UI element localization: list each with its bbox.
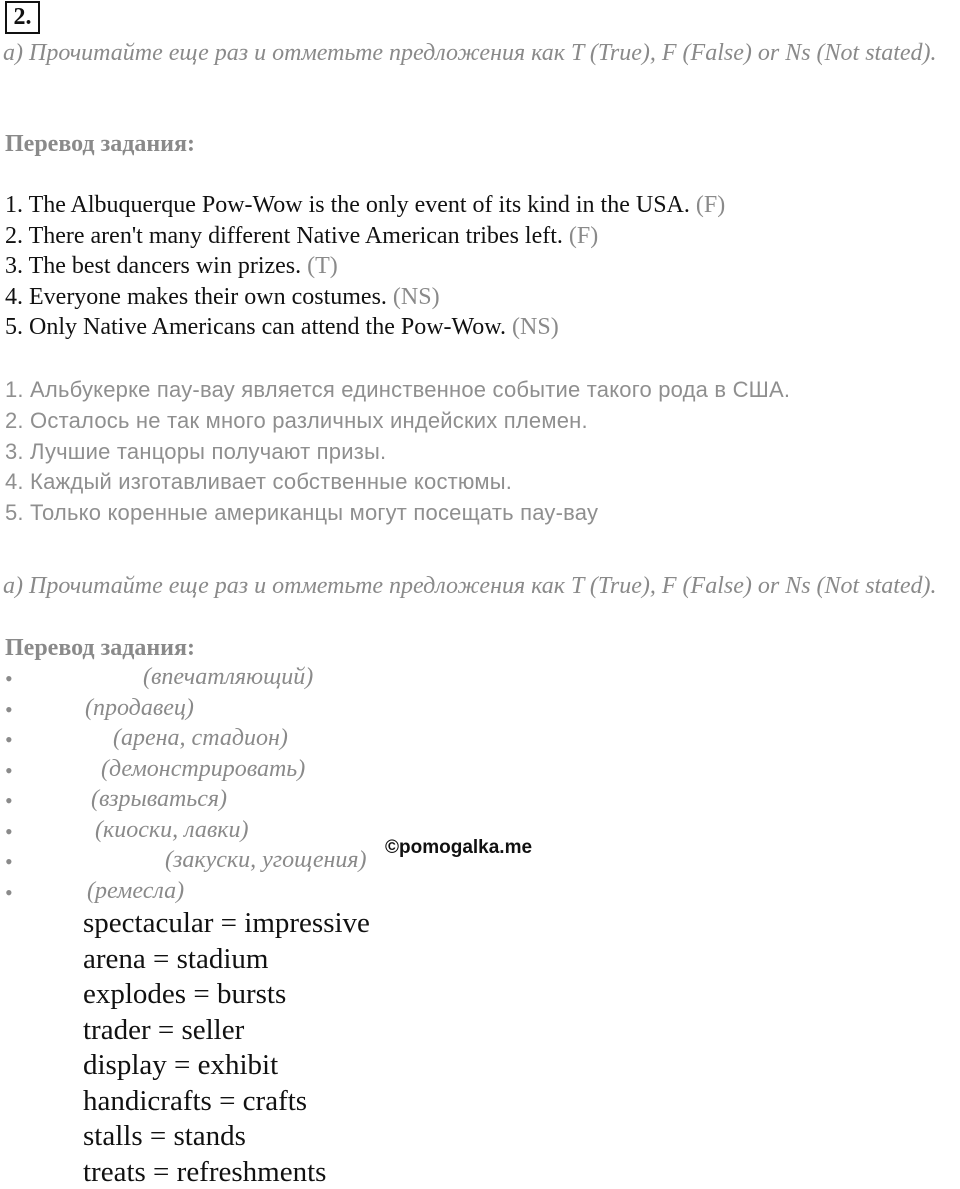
statement-answer: (F) <box>695 192 726 218</box>
translation-5: 5. Только коренные американцы могут посещать пау-вау <box>5 500 599 525</box>
statement-5 <box>5 314 559 341</box>
task-instruction: a) Прочитайте еще раз и отметьте предложения как T (True), F (False) or Ns (Not stated). <box>3 40 937 66</box>
watermark: ©pomogalka.me <box>385 837 533 858</box>
vocab-bullet-8: (ремесла) <box>87 878 185 904</box>
translation-3: 3. Лучшие танцоры получают призы. <box>5 439 387 464</box>
statement-1 <box>5 192 725 219</box>
bullet-marker: • <box>5 727 13 752</box>
synonym-pair-8: treats = refreshments <box>83 1156 327 1188</box>
translation-1: 1. Альбукерке пау-вау является единственное событие такого рода в США. <box>5 377 791 402</box>
synonym-pair-7: stalls = stands <box>83 1120 246 1152</box>
synonym-pair-1: spectacular = impressive <box>83 907 370 939</box>
statement-text: 5. Only Native Americans can attend the Pow-Wow. <box>5 314 507 340</box>
statement-text: 4. Everyone makes their own costumes. <box>5 284 387 310</box>
bullet-marker: • <box>5 666 13 691</box>
statement-answer: (T) <box>307 253 338 279</box>
exercise-number: 2. <box>5 1 40 34</box>
vocab-bullet-3: (арена, стадион) <box>113 725 288 751</box>
vocab-bullet-5: (взрываться) <box>91 786 228 812</box>
statement-text: 1. The Albuquerque Pow-Wow is the only event of its kind in the USA. <box>5 192 690 218</box>
statement-answer: (NS) <box>392 284 440 310</box>
statement-4 <box>5 284 440 311</box>
bullet-marker: • <box>5 758 13 783</box>
bullet-marker: • <box>5 849 13 874</box>
vocab-bullet-1: (впечатляющий) <box>143 664 314 690</box>
vocab-bullet-2: (продавец) <box>85 695 194 721</box>
statement-3 <box>5 253 338 280</box>
bullet-marker: • <box>5 697 13 722</box>
translation-heading-2: Перевод задания: <box>5 635 195 661</box>
synonym-pair-6: handicrafts = crafts <box>83 1085 308 1117</box>
statement-answer: (F) <box>568 223 599 249</box>
translation-4: 4. Каждый изготавливает собственные костюмы. <box>5 469 513 494</box>
vocab-bullet-4: (демонстрировать) <box>101 756 306 782</box>
statement-answer: (NS) <box>512 314 559 340</box>
statement-text: 3. The best dancers win prizes. <box>5 253 302 279</box>
task-instruction-2: a) Прочитайте еще раз и отметьте предложения как T (True), F (False) or Ns (Not stated). <box>3 573 937 599</box>
synonym-pair-3: explodes = bursts <box>83 978 287 1010</box>
bullet-marker: • <box>5 788 13 813</box>
translation-2: 2. Осталось не так много различных индейских племен. <box>5 408 588 433</box>
synonym-pair-4: trader = seller <box>83 1014 245 1046</box>
synonym-pair-2: arena = stadium <box>83 943 269 975</box>
bullet-marker: • <box>5 819 13 844</box>
statement-2 <box>5 223 598 250</box>
statement-text: 2. There aren't many different Native American tribes left. <box>5 223 563 249</box>
bullet-marker: • <box>5 880 13 905</box>
translation-heading: Перевод задания: <box>5 131 195 157</box>
vocab-bullet-6: (киоски, лавки) <box>95 817 249 843</box>
vocab-bullet-7: (закуски, угощения) <box>165 847 367 873</box>
synonym-pair-5: display = exhibit <box>83 1049 279 1081</box>
